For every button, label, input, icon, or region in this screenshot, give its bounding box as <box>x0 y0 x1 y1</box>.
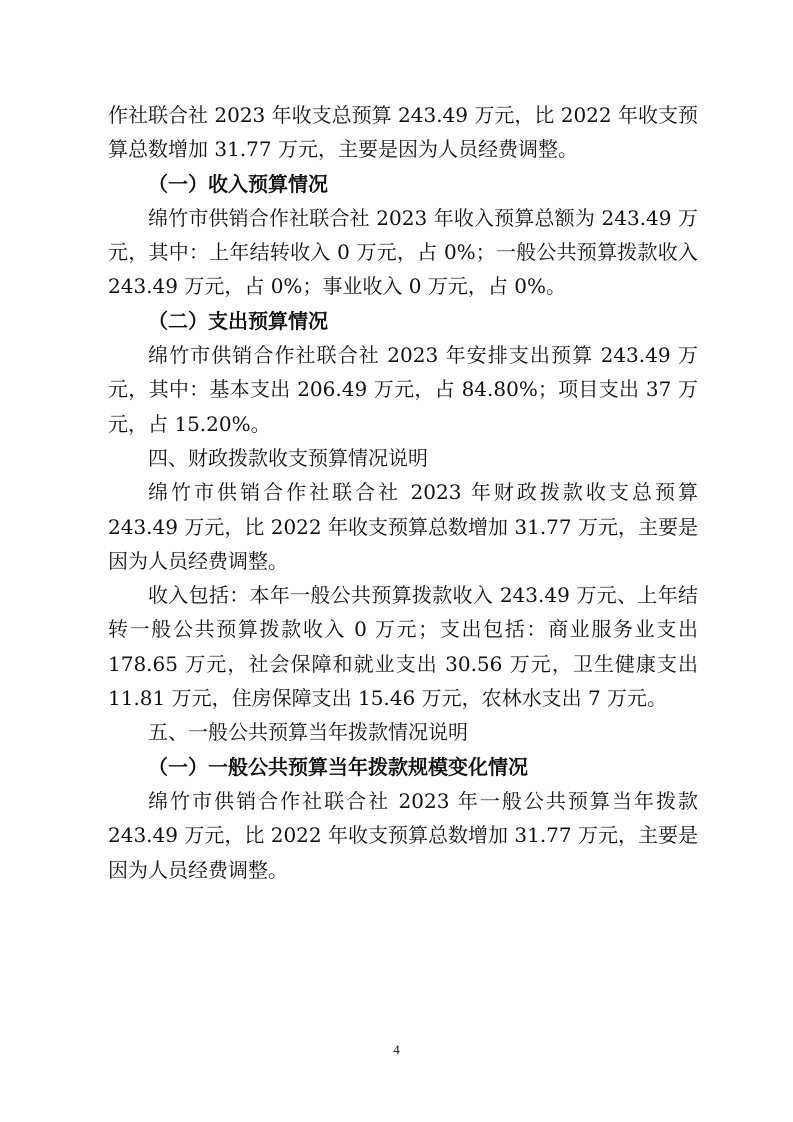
heading-expenditure-budget: （二）支出预算情况 <box>148 308 328 333</box>
heading-fiscal-appropriation: 四、财政拨款收支预算情况说明 <box>148 445 428 470</box>
paragraph-appropriation-scale-change: 绵竹市供销合作社联合社 2023 年一般公共预算当年拨款 243.49 万元，比 2022 年收支预算总数增加 31.77 万元，主要是因为人员经费调整。 <box>108 788 698 882</box>
heading-general-public-budget: 五、一般公共预算当年拨款情况说明 <box>148 720 468 745</box>
paragraph-continuation: 作社联合社 2023 年收支总预算 243.49 万元，比 2022 年收支预算总数增加 31.77 万元，主要是因为人员经费调整。 <box>108 103 698 162</box>
heading-income-budget: （一）收入预算情况 <box>148 171 328 196</box>
paragraph-income-expenditure-breakdown: 收入包括：本年一般公共预算拨款收入 243.49 万元、上年结转一般公共预算拨款收入 0 万元；支出包括：商业服务业支出 178.65 万元，社会保障和就业支出 30.56 万元，卫生健康支出 11.81 万元，住房保障支出 15.46 万元，农林水支出 7 万元。 <box>108 583 698 711</box>
paragraph-income-budget: 绵竹市供销合作社联合社 2023 年收入预算总额为 243.49 万元，其中：上年结转收入 0 万元，占 0%；一般公共预算拨款收入 243.49 万元，占 0%；事业收入 0 万元，占 0%。 <box>108 205 698 299</box>
page-number: 4 <box>393 1042 400 1057</box>
heading-appropriation-scale-change: （一）一般公共预算当年拨款规模变化情况 <box>148 754 528 779</box>
paragraph-fiscal-appropriation: 绵竹市供销合作社联合社 2023 年财政拨款收支总预算 243.49 万元，比 2022 年收支预算总数增加 31.77 万元，主要是因为人员经费调整。 <box>108 480 698 573</box>
paragraph-expenditure-budget: 绵竹市供销合作社联合社 2023 年安排支出预算 243.49 万元，其中：基本支出 206.49 万元，占 84.80%；项目支出 37 万元，占 15.20%。 <box>108 343 698 436</box>
document-body <box>108 98 698 887</box>
